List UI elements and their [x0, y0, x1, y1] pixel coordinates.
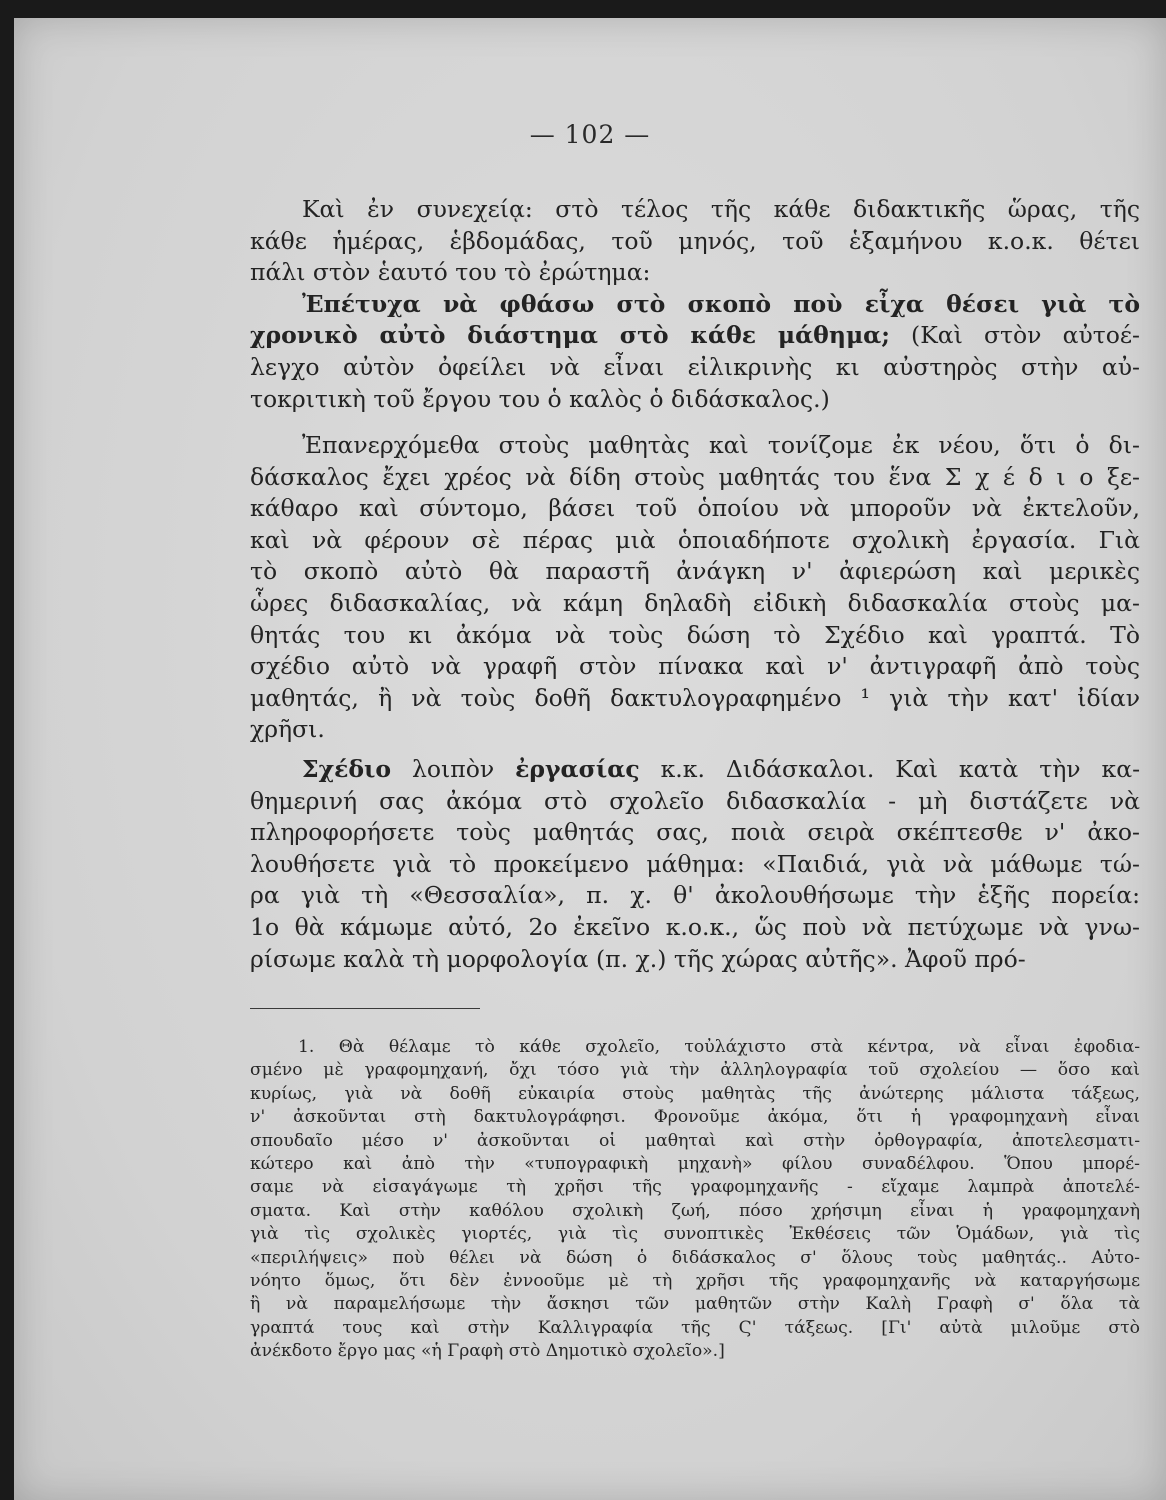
- line-text: πληροφορήσετε τοὺς μαθητάς σας, ποιὰ σειρὰ σκέπτεσθε ν' ἀκο-: [250, 818, 1140, 847]
- footnote-line: ἀνέκδοτο ἔργο μας «ἡ Γραφὴ στὸ Δημοτικὸ σχολεῖο».]: [250, 1341, 725, 1362]
- footnote-divider: [250, 1008, 480, 1009]
- text-line: [250, 493, 1140, 525]
- line-text: τὸ σκοπὸ αὐτὸ θὰ παραστῆ ἀνάγκη ν' ἀφιερώση καὶ μερικὲς: [250, 557, 1140, 586]
- text-line: [250, 620, 1140, 652]
- text-line: [250, 944, 1140, 976]
- text-line: [250, 556, 1140, 588]
- footnote-line: «περιλήψεις» ποὺ θέλει νὰ δώση ὁ διδάσκαλος σ' ὅλους τοὺς μαθητάς.. Αὐτο-: [250, 1247, 1140, 1268]
- footnote-line: σματα. Καὶ στὴν καθόλου σχολικὴ ζωή, πόσο χρήσιμη εἶναι ἡ γραφομηχανὴ: [250, 1200, 1140, 1221]
- footnote-line: σμένο μὲ γραφομηχανή, ὄχι τόσο γιὰ τὴν ἀλληλογραφία τοῦ σχολείου — ὅσο καὶ: [250, 1060, 1140, 1081]
- page-number: — 102 —: [529, 120, 651, 149]
- line-text: χρῆσι.: [250, 715, 325, 744]
- line-text: ρίσωμε καλὰ τὴ μορφολογία (π. χ.) τῆς χώρας αὐτῆς». Ἀφοῦ πρό-: [250, 944, 1026, 973]
- text-line: [250, 352, 1140, 384]
- line-text: θητάς του κι ἀκόμα νὰ τοὺς δώση τὸ Σχέδιο καὶ γραπτά. Τὸ: [250, 620, 1140, 649]
- line-text: πάλι στὸν ἑαυτό του τὸ ἐρώτημα:: [250, 258, 651, 287]
- text-line: [250, 683, 1140, 715]
- footnote-line: νόητο ὅμως, ὅτι δὲν ἐννοοῦμε μὲ τὴ χρῆσι τῆς γραφομηχανῆς νὰ καταργήσωμε: [250, 1271, 1140, 1292]
- footnote-line: σπουδαῖο μέσο ν' ἀσκοῦνται οἱ μαθηταὶ καὶ στὴν ὀρθογραφία, ἀποτελεσματι-: [250, 1130, 1140, 1151]
- text-line: [250, 384, 1140, 416]
- text-line: [250, 462, 1140, 494]
- line-text: Ἐπανερχόμεθα στοὺς μαθητὰς καὶ τονίζομε ἐκ νέου, ὅτι ὁ δι-: [302, 431, 1140, 459]
- paragraph-3: [250, 754, 1140, 975]
- line-text: λουθήσετε γιὰ τὸ προκείμενο μάθημα: «Παιδιά, γιὰ νὰ μάθωμε τώ-: [250, 849, 1140, 878]
- bold-text: χρονικὸ αὐτὸ διάστημα στὸ κάθε μάθημα;: [250, 321, 890, 350]
- text-line: [250, 817, 1140, 849]
- line-text: κάθαρο καὶ σύντομο, βάσει τοῦ ὁποίου νὰ μποροῦν νὰ ἐκτελοῦν,: [250, 494, 1140, 523]
- text-line: [250, 912, 1140, 944]
- footnote-line: κυρίως, γιὰ νὰ δοθῆ εὐκαιρία στοὺς μαθητὰς τῆς ἀνώτερης μάλιστα τάξεως,: [250, 1083, 1140, 1104]
- text-line: [250, 880, 1140, 912]
- text-line: [250, 849, 1140, 881]
- text-line: [250, 714, 1140, 746]
- line-text: ρα γιὰ τὴ «Θεσσαλία», π. χ. θ' ἀκολουθήσωμε τὴν ἑξῆς πορεία:: [250, 881, 1140, 910]
- line-text: 1ο θὰ κάμωμε αὐτό, 2ο ἐκεῖνο κ.ο.κ., ὥς ποὺ νὰ πετύχωμε νὰ γνω-: [250, 912, 1140, 941]
- footnote-line: ν' ἀσκοῦνται στὴ δακτυλογράφησι. Φρονοῦμε ἀκόμα, ὅτι ἡ γραφομηχανὴ εἶναι: [250, 1107, 1140, 1128]
- footnote-block: [250, 1036, 1140, 1364]
- text-line: [250, 320, 1140, 352]
- text-line: [250, 257, 1140, 289]
- footnote-line: κώτερο καὶ ἀπὸ τὴν «τυπογραφικὴ μηχανὴ» φίλου συναδέλφου. Ὅπου μπορέ-: [250, 1154, 1140, 1175]
- line-text: κ.κ. Διδάσκαλοι. Καὶ κατὰ τὴν κα-: [639, 755, 1141, 783]
- line-text: Καὶ ἐν συνεχείᾳ: στὸ τέλος τῆς κάθε διδακτικῆς ὥρας, τῆς: [302, 195, 1140, 223]
- footnote-line: γραπτά τους καὶ στὴν Καλλιγραφία τῆς Ϛ' τάξεως. [Γι' αὐτὰ μιλοῦμε στὸ: [250, 1317, 1140, 1338]
- text-line: [250, 754, 1140, 786]
- footnote-line: 1. Θὰ θέλαμε τὸ κάθε σχολεῖο, τοὐλάχιστο στὰ κέντρα, νὰ εἶναι ἐφοδια-: [298, 1037, 1140, 1057]
- line-text: ὧρες διδασκαλίας, νὰ κάμη δηλαδὴ εἰδικὴ διδασκαλία στοὺς μα-: [250, 588, 1140, 617]
- bold-text: Ἐπέτυχα νὰ φθάσω στὸ σκοπὸ ποὺ εἶχα θέσει γιὰ τὸ: [302, 289, 1140, 318]
- line-text: μαθητάς, ἢ νὰ τοὺς δοθῆ δακτυλογραφημένο ¹ γιὰ τὴν κατ' ἰδίαν: [250, 683, 1140, 712]
- text-line: [250, 588, 1140, 620]
- footnote-line: ἢ νὰ παραμελήσωμε τὴν ἄσκησι τῶν μαθητῶν στὴν Καλὴ Γραφὴ σ' ὅλα τὰ: [250, 1294, 1140, 1315]
- footnote-line: γιὰ τὶς σχολικὲς γιορτές, γιὰ τὶς συνοπτικὲς Ἐκθέσεις τῶν Ὁμάδων, γιὰ τὶς: [250, 1224, 1140, 1245]
- footnote-line: σαμε νὰ εἰσαγάγωμε τὴ χρῆσι τῆς γραφομηχανῆς - εἴχαμε λαμπρὰ ἀποτελέ-: [250, 1177, 1140, 1198]
- text-line: [250, 651, 1140, 683]
- text-line: [250, 226, 1140, 258]
- line-text: σχέδιο αὐτὸ νὰ γραφῆ στὸν πίνακα καὶ ν' ἀντιγραφῆ ἀπὸ τοὺς: [250, 652, 1140, 681]
- line-text: καὶ νὰ φέρουν σὲ πέρας μιὰ ὁποιαδήποτε σχολικὴ ἐργασία. Γιὰ: [250, 525, 1140, 554]
- line-text: κάθε ἡμέρας, ἑβδομάδας, τοῦ μηνός, τοῦ ἑξαμήνου κ.ο.κ. θέτει: [250, 226, 1140, 255]
- document-page: [14, 18, 1166, 1500]
- text-line: [250, 194, 1140, 226]
- line-text: λεγχο αὐτὸν ὀφείλει νὰ εἶναι εἰλικρινὴς κι αὐστηρὸς στὴν αὐ-: [250, 352, 1140, 381]
- line-text: θημερινή σας ἀκόμα στὸ σχολεῖο διδασκαλία - μὴ διστάζετε νὰ: [250, 786, 1140, 815]
- text-line: [250, 786, 1140, 818]
- bold-text: ἐργασίας: [515, 755, 640, 783]
- paragraph-1: [250, 194, 1140, 415]
- text-line: [250, 289, 1140, 321]
- bold-text: Σχέδιο: [302, 755, 392, 783]
- line-text: λοιπὸν: [391, 755, 516, 783]
- text-line: [250, 430, 1140, 462]
- paragraph-2: [250, 430, 1140, 746]
- text-line: [250, 525, 1140, 557]
- line-text: δάσκαλος ἔχει χρέος νὰ δίδη στοὺς μαθητάς του ἕνα Σ χ έ δ ι ο ξε-: [250, 462, 1140, 491]
- line-text: τοκριτικὴ τοῦ ἔργου του ὁ καλὸς ὁ διδάσκαλος.): [250, 384, 830, 413]
- line-text: (Καὶ στὸν αὐτοέ-: [889, 321, 1140, 350]
